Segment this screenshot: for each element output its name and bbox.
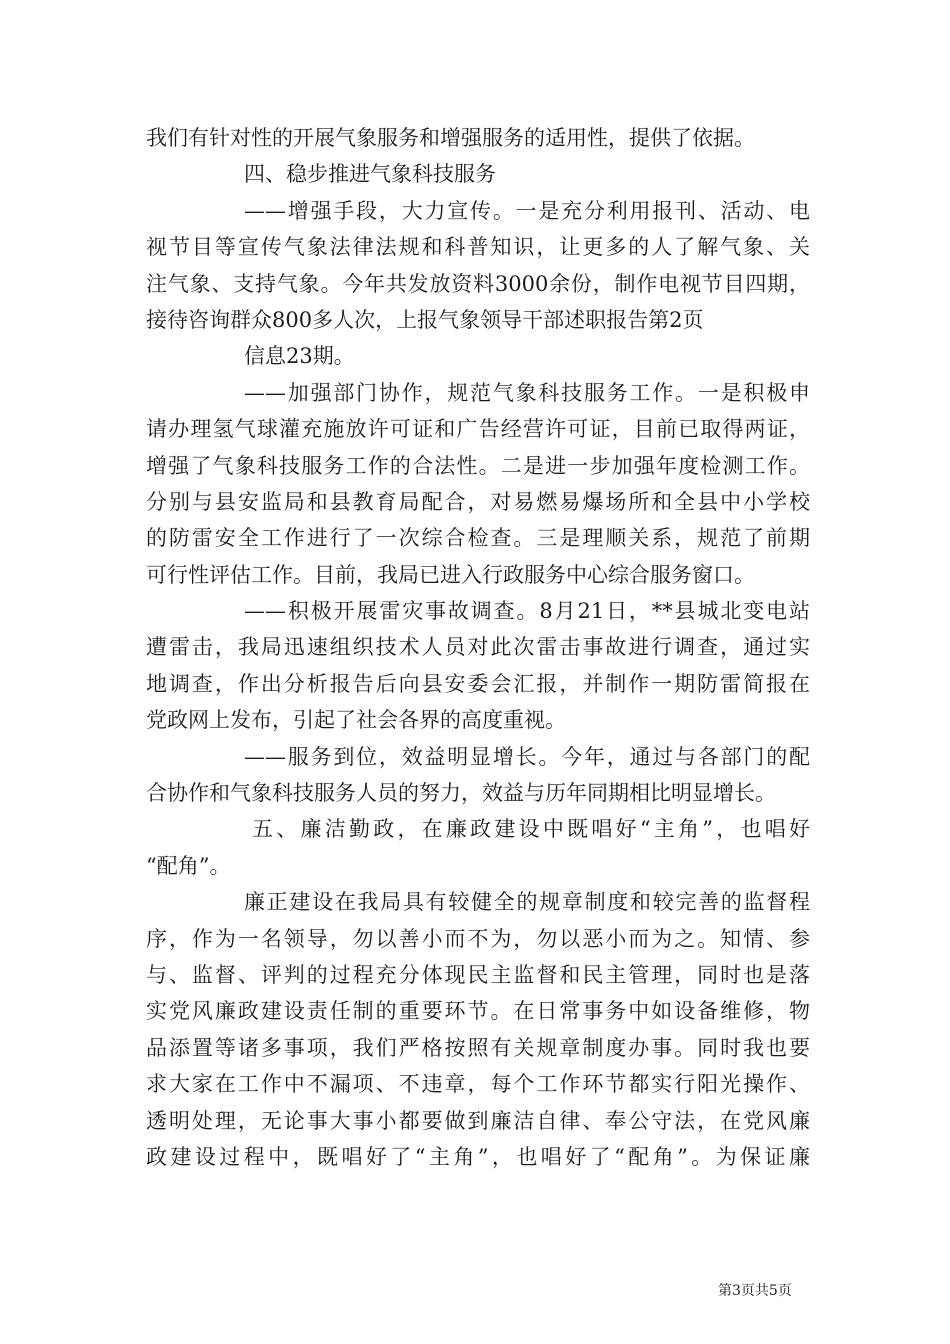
- text-line: 廉正建设在我局具有较健全的规章制度和较完善的监督程: [244, 890, 810, 915]
- section-heading: 五、廉洁勤政，在廉政建设中既唱好“主角”，也唱好: [252, 817, 810, 842]
- text-line: 接待咨询群众800多人次，上报气象领导干部述职报告第2页: [146, 307, 704, 332]
- text-line: 请办理氢气球灌充施放许可证和广告经营许可证，目前已取得两证，: [146, 417, 810, 442]
- text-line: 注气象、支持气象。今年共发放资料3000余份，制作电视节目四期，: [146, 271, 810, 296]
- text-line: 序，作为一名领导，勿以善小而不为，勿以恶小而为之。知情、参: [146, 926, 810, 951]
- text-line: 合协作和气象科技服务人员的努力，效益与历年同期相比明显增长。: [146, 781, 776, 806]
- text-line: 信息23期。: [244, 344, 355, 369]
- text-line: 遭雷击，我局迅速组织技术人员对此次雷击事故进行调查，通过实: [146, 635, 810, 660]
- text-line: ——加强部门协作，规范气象科技服务工作。一是积极申: [244, 380, 810, 405]
- text-line: 透明处理，无论事大事小都要做到廉洁自律、奉公守法，在党风廉: [146, 1108, 810, 1133]
- text-line: 地调查，作出分析报告后向县安委会汇报，并制作一期防雷简报在: [146, 671, 810, 696]
- text-line: 实党风廉政建设责任制的重要环节。在日常事务中如设备维修，物: [146, 999, 810, 1024]
- text-line: 政建设过程中，既唱好了“主角”，也唱好了“配角”。为保证廉: [146, 1144, 810, 1169]
- text-line: 我们有针对性的开展气象服务和增强服务的适用性，提供了依据。: [146, 126, 755, 150]
- text-line: 视节目等宣传气象法律法规和科普知识，让更多的人了解气象、关: [146, 235, 810, 260]
- text-line: 分别与县安监局和县教育局配合，对易燃易爆场所和全县中小学校: [146, 489, 810, 514]
- text-line: 品添置等诸多事项，我们严格按照有关规章制度办事。同时我也要: [146, 1035, 810, 1060]
- text-line: ——积极开展雷灾事故调查。8月21日，**县城北变电站: [244, 599, 810, 624]
- text-line: ——增强手段，大力宣传。一是充分利用报刊、活动、电: [244, 198, 810, 223]
- text-line: 增强了气象科技服务工作的合法性。二是进一步加强年度检测工作。: [146, 453, 810, 478]
- document-body: [146, 120, 810, 1175]
- section-heading: 四、稳步推进气象科技服务: [244, 162, 496, 187]
- text-line: 求大家在工作中不漏项、不违章，每个工作环节都实行阳光操作、: [146, 1072, 810, 1097]
- section-heading: “配角”。: [146, 853, 231, 878]
- text-line: 的防雷安全工作进行了一次综合检查。三是理顺关系，规范了前期: [146, 526, 810, 551]
- text-line: ——服务到位，效益明显增长。今年，通过与各部门的配: [244, 744, 810, 769]
- text-line: 可行性评估工作。目前，我局已进入行政服务中心综合服务窗口。: [146, 562, 755, 587]
- page-number-footer: 第3页共5页: [718, 1283, 792, 1299]
- text-line: 党政网上发布，引起了社会各界的高度重视。: [146, 708, 566, 733]
- text-line: 与、监督、评判的过程充分体现民主监督和民主管理，同时也是落: [146, 962, 810, 987]
